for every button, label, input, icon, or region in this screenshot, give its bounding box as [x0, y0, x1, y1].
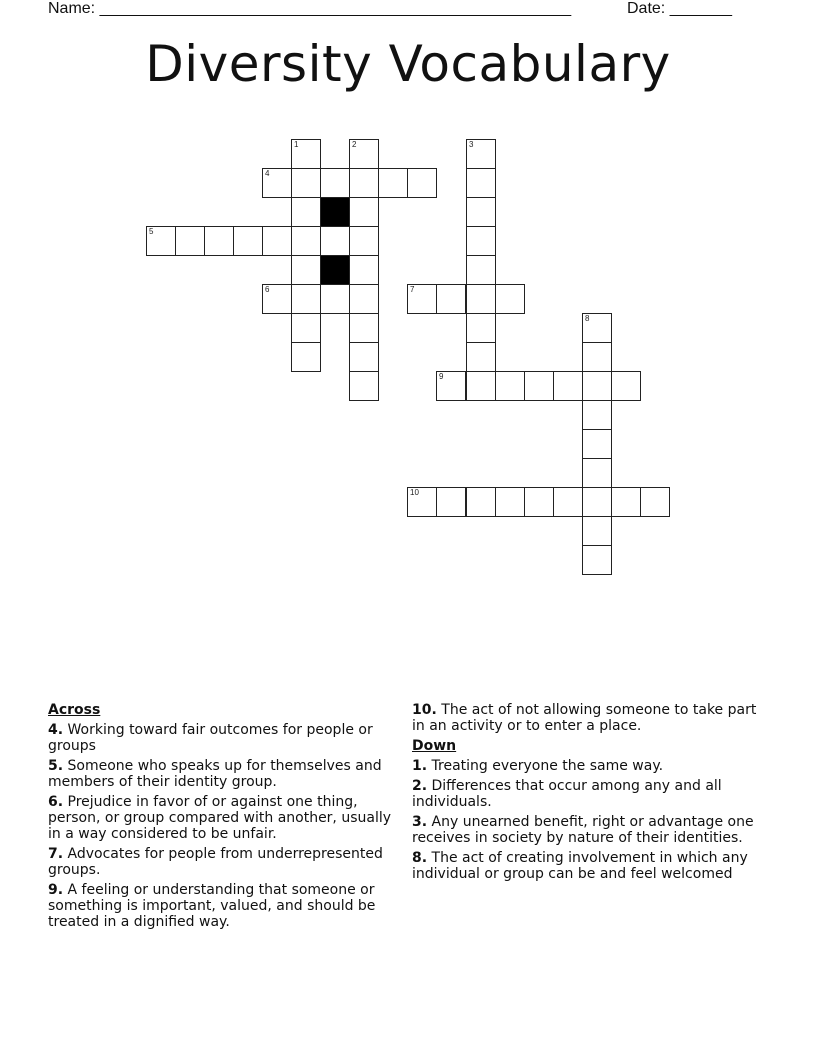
grid-cell[interactable] [582, 545, 612, 575]
grid-cell[interactable] [349, 226, 379, 256]
clues-right-column [412, 702, 757, 886]
grid-cell[interactable] [640, 487, 670, 517]
grid-cell[interactable] [349, 371, 379, 401]
grid-cell[interactable] [320, 226, 350, 256]
clue-number: 6. [48, 794, 64, 810]
grid-cell[interactable] [611, 371, 641, 401]
grid-cell[interactable] [204, 226, 234, 256]
grid-cell[interactable] [291, 139, 321, 169]
grid-cell[interactable] [349, 197, 379, 227]
clue-text: Working toward fair outcomes for people or groups [48, 722, 373, 754]
grid-cell[interactable] [291, 168, 321, 198]
grid-cell[interactable] [495, 284, 525, 314]
clue-number: 4 [265, 169, 270, 178]
clue-text: Any unearned benefit, right or advantage one receives in society by nature of their identities. [412, 814, 754, 846]
grid-cell[interactable] [291, 255, 321, 285]
clue-text: Advocates for people from underrepresented groups. [48, 846, 383, 878]
clue-number: 5. [48, 758, 64, 774]
black-square [320, 255, 350, 285]
grid-cell[interactable] [582, 400, 612, 430]
grid-cell[interactable] [466, 371, 496, 401]
grid-cell[interactable] [349, 284, 379, 314]
clue-number: 8 [585, 314, 590, 323]
grid-cell[interactable] [407, 487, 437, 517]
grid-cell[interactable] [291, 197, 321, 227]
grid-cell[interactable] [582, 429, 612, 459]
grid-cell[interactable] [466, 139, 496, 169]
grid-cell[interactable] [553, 371, 583, 401]
clues-left-column [48, 702, 398, 934]
grid-cell[interactable] [582, 371, 612, 401]
grid-cell[interactable] [495, 487, 525, 517]
down-clue [412, 758, 757, 774]
down-clue [412, 850, 757, 882]
down-clue [412, 814, 757, 846]
clue-number: 7. [48, 846, 64, 862]
clue-number: 10. [412, 702, 437, 718]
grid-cell[interactable] [291, 226, 321, 256]
clue-number: 8. [412, 850, 428, 866]
grid-cell[interactable] [407, 284, 437, 314]
grid-cell[interactable] [320, 168, 350, 198]
grid-cell[interactable] [233, 226, 263, 256]
clue-number: 1. [412, 758, 428, 774]
grid-cell[interactable] [582, 487, 612, 517]
grid-cell[interactable] [466, 313, 496, 343]
grid-cell[interactable] [436, 487, 466, 517]
date-field[interactable]: Date: _______ [627, 0, 732, 17]
grid-cell[interactable] [291, 342, 321, 372]
grid-cell[interactable] [524, 487, 554, 517]
across-clue [48, 722, 398, 754]
clue-number: 9. [48, 882, 64, 898]
across-clue [412, 702, 757, 734]
grid-cell[interactable] [553, 487, 583, 517]
clue-number: 10 [410, 488, 419, 497]
grid-cell[interactable] [349, 313, 379, 343]
grid-cell[interactable] [466, 255, 496, 285]
across-heading: Across [48, 702, 101, 718]
across-clue [48, 758, 398, 790]
clue-number: 2. [412, 778, 428, 794]
grid-cell[interactable] [291, 284, 321, 314]
grid-cell[interactable] [349, 168, 379, 198]
grid-cell[interactable] [582, 313, 612, 343]
grid-cell[interactable] [378, 168, 408, 198]
grid-cell[interactable] [436, 371, 466, 401]
page-title: Diversity Vocabulary [145, 35, 671, 93]
grid-cell[interactable] [466, 168, 496, 198]
across-clue [48, 794, 398, 842]
grid-cell[interactable] [466, 342, 496, 372]
clue-text: Someone who speaks up for themselves and members of their identity group. [48, 758, 382, 790]
clue-number: 1 [294, 140, 299, 149]
grid-cell[interactable] [436, 284, 466, 314]
clue-text: The act of creating involvement in which any individual or group can be and feel welcomed [412, 850, 748, 882]
black-square [320, 197, 350, 227]
grid-cell[interactable] [466, 197, 496, 227]
across-clue [48, 882, 398, 930]
grid-cell[interactable] [320, 284, 350, 314]
clue-number: 5 [149, 227, 154, 236]
grid-cell[interactable] [524, 371, 554, 401]
grid-cell[interactable] [262, 284, 292, 314]
grid-cell[interactable] [466, 284, 496, 314]
clue-number: 7 [410, 285, 415, 294]
grid-cell[interactable] [349, 255, 379, 285]
clue-number: 4. [48, 722, 64, 738]
grid-cell[interactable] [262, 226, 292, 256]
grid-cell[interactable] [466, 487, 496, 517]
clue-number: 3 [469, 140, 474, 149]
down-heading: Down [412, 738, 457, 754]
clue-text: Treating everyone the same way. [431, 758, 664, 774]
grid-cell[interactable] [611, 487, 641, 517]
clue-number: 2 [352, 140, 357, 149]
clue-text: A feeling or understanding that someone or something is important, valued, and should be treated in a dignified way. [48, 882, 376, 930]
grid-cell[interactable] [175, 226, 205, 256]
across-clue [48, 846, 398, 878]
grid-cell[interactable] [349, 342, 379, 372]
grid-cell[interactable] [349, 139, 379, 169]
grid-cell[interactable] [582, 458, 612, 488]
grid-cell[interactable] [466, 226, 496, 256]
clue-text: The act of not allowing someone to take part in an activity or to enter a place. [412, 702, 757, 734]
name-field[interactable]: Name: _____________________________________________________ [48, 0, 572, 17]
clue-number: 6 [265, 285, 270, 294]
grid-cell[interactable] [407, 168, 437, 198]
clue-text: Prejudice in favor of or against one thing, person, or group compared with another, usually in a way considered to be unfair. [48, 794, 392, 842]
grid-cell[interactable] [146, 226, 176, 256]
down-clue [412, 778, 757, 810]
grid-cell[interactable] [582, 342, 612, 372]
grid-cell[interactable] [495, 371, 525, 401]
clue-number: 9 [439, 372, 444, 381]
clue-text: Differences that occur among any and all individuals. [412, 778, 722, 810]
grid-cell[interactable] [582, 516, 612, 546]
clue-number: 3. [412, 814, 428, 830]
grid-cell[interactable] [262, 168, 292, 198]
grid-cell[interactable] [291, 313, 321, 343]
